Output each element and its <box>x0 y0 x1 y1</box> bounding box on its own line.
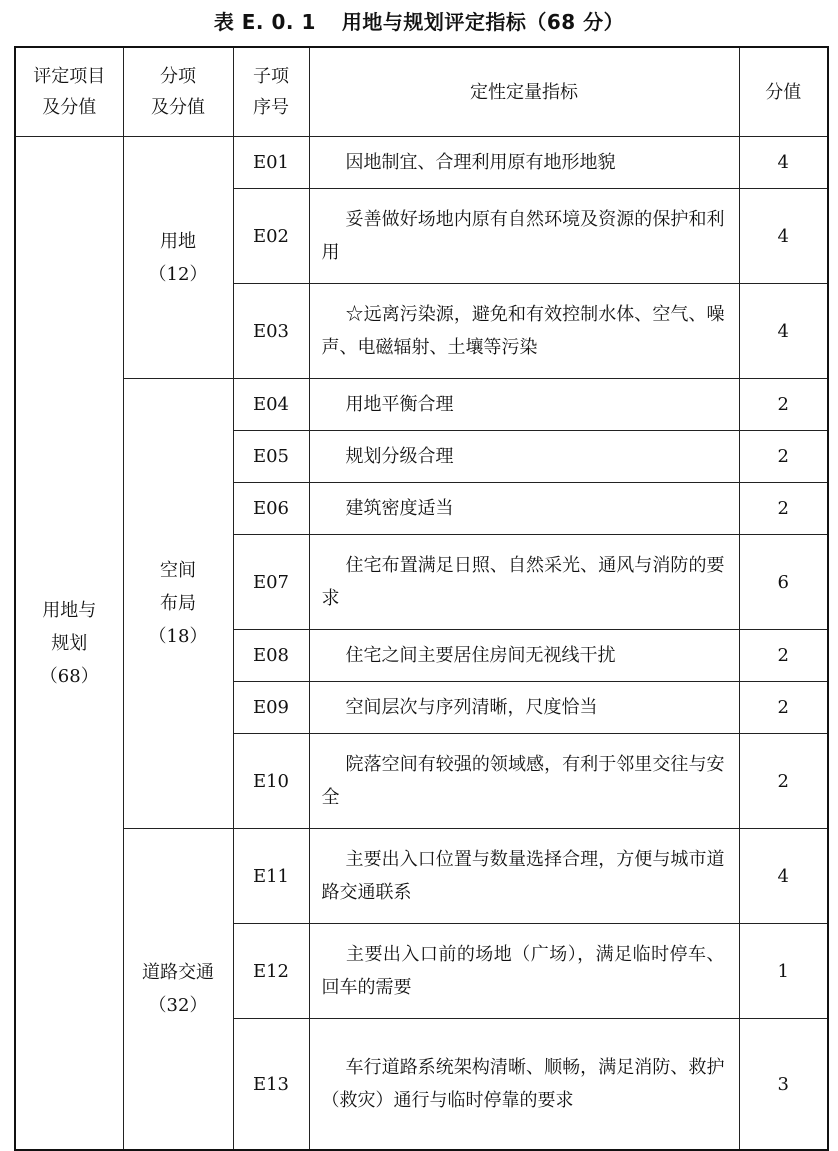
header-row <box>15 47 828 137</box>
row-indicator: 车行道路系统架构清晰、顺畅，满足消防、救护（救灾）通行与临时停靠的要求 <box>309 1019 739 1151</box>
row-indicator: 住宅布置满足日照、自然采光、通风与消防的要求 <box>309 535 739 630</box>
header-subcategory: 分项 及分值 <box>123 47 233 137</box>
row-score: 2 <box>739 682 828 734</box>
table-row <box>15 829 828 924</box>
row-score: 4 <box>739 137 828 189</box>
row-code: E11 <box>233 829 309 924</box>
row-indicator: 空间层次与序列清晰，尺度恰当 <box>309 682 739 734</box>
row-code: E05 <box>233 431 309 483</box>
row-score: 6 <box>739 535 828 630</box>
row-indicator: 因地制宜、合理利用原有地形地貌 <box>309 137 739 189</box>
header-score: 分值 <box>739 47 828 137</box>
row-code: E10 <box>233 734 309 829</box>
row-code: E06 <box>233 483 309 535</box>
table-number: 表 E. 0. 1 <box>213 10 316 34</box>
header-code: 子项 序号 <box>233 47 309 137</box>
row-score: 1 <box>739 924 828 1019</box>
row-code: E03 <box>233 284 309 379</box>
row-indicator: 主要出入口位置与数量选择合理，方便与城市道路交通联系 <box>309 829 739 924</box>
row-score: 2 <box>739 734 828 829</box>
row-score: 2 <box>739 379 828 431</box>
row-score: 4 <box>739 189 828 284</box>
row-score: 2 <box>739 431 828 483</box>
table-title: 用地与规划评定指标（68 分） <box>341 10 625 34</box>
row-indicator: 住宅之间主要居住房间无视线干扰 <box>309 630 739 682</box>
row-score: 2 <box>739 483 828 535</box>
row-code: E01 <box>233 137 309 189</box>
row-code: E08 <box>233 630 309 682</box>
row-code: E02 <box>233 189 309 284</box>
header-category: 评定项目 及分值 <box>15 47 123 137</box>
evaluation-table <box>14 46 829 1151</box>
row-score: 4 <box>739 829 828 924</box>
row-indicator: 建筑密度适当 <box>309 483 739 535</box>
category-cell: 用地与 规划 （68） <box>15 137 123 1151</box>
row-score: 4 <box>739 284 828 379</box>
table-row <box>15 137 828 189</box>
row-indicator: 用地平衡合理 <box>309 379 739 431</box>
row-code: E13 <box>233 1019 309 1151</box>
row-indicator: 妥善做好场地内原有自然环境及资源的保护和利用 <box>309 189 739 284</box>
group-cell: 用地 （12） <box>123 137 233 379</box>
row-indicator: ☆远离污染源，避免和有效控制水体、空气、噪声、电磁辐射、土壤等污染 <box>309 284 739 379</box>
row-score: 2 <box>739 630 828 682</box>
row-code: E09 <box>233 682 309 734</box>
group-cell: 道路交通 （32） <box>123 829 233 1151</box>
group-cell: 空间 布局 （18） <box>123 379 233 829</box>
table-caption <box>0 8 838 36</box>
row-indicator: 规划分级合理 <box>309 431 739 483</box>
row-score: 3 <box>739 1019 828 1151</box>
table-row <box>15 379 828 431</box>
row-indicator: 主要出入口前的场地（广场），满足临时停车、回车的需要 <box>309 924 739 1019</box>
header-indicator: 定性定量指标 <box>309 47 739 137</box>
row-indicator: 院落空间有较强的领域感，有利于邻里交往与安全 <box>309 734 739 829</box>
row-code: E04 <box>233 379 309 431</box>
row-code: E12 <box>233 924 309 1019</box>
row-code: E07 <box>233 535 309 630</box>
